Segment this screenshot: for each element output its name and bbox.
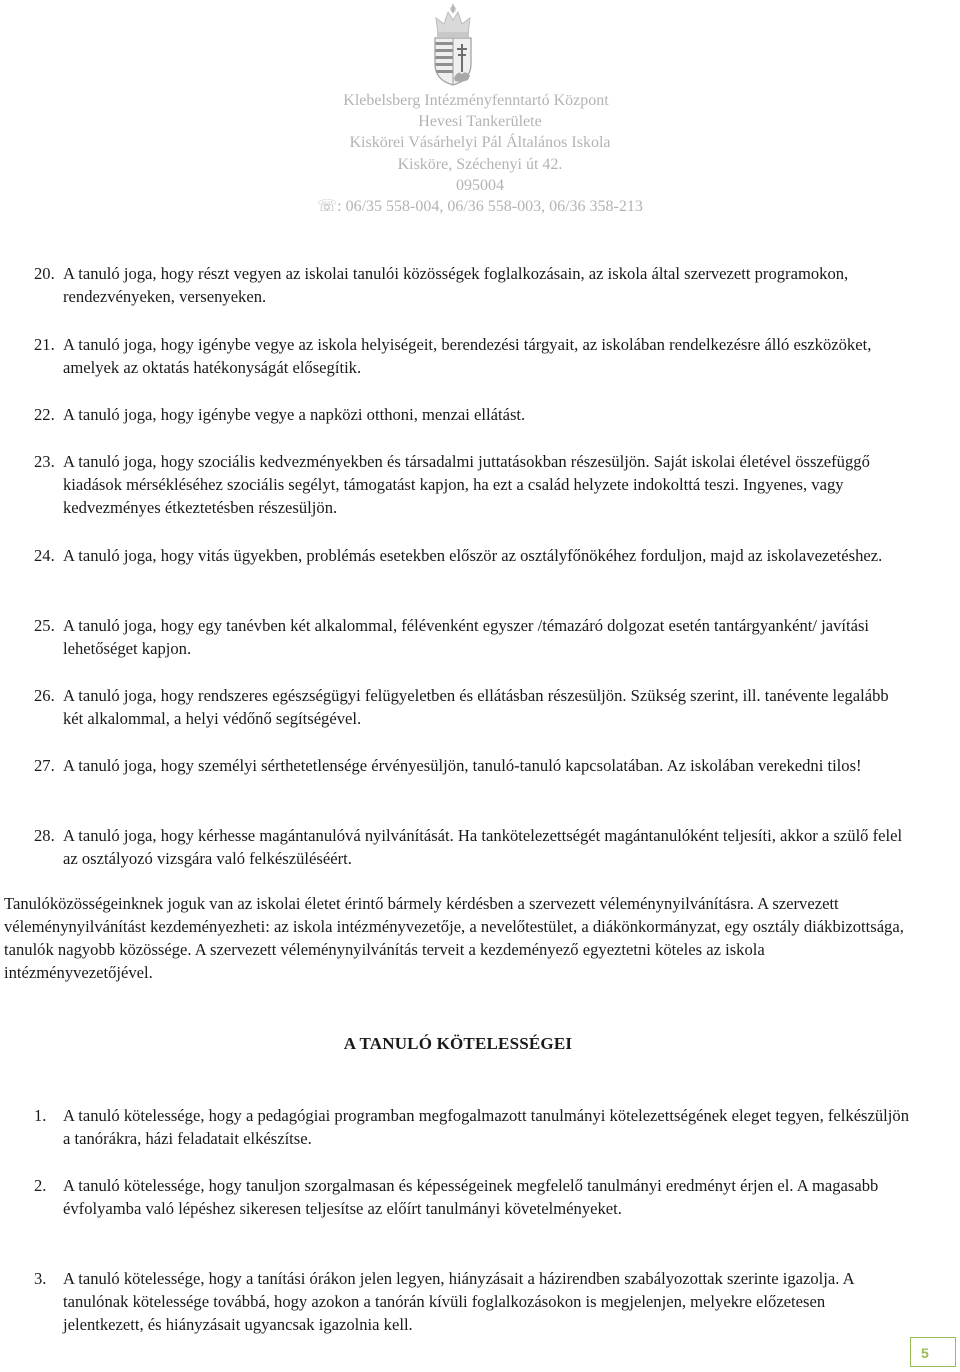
list-item-text: A tanuló joga, hogy részt vegyen az iskolai tanulói közösségek foglalkozásain, az iskola által szervezett programokon, rendezvényeken, versenyeken.	[63, 264, 849, 306]
list-item-number: 27.	[34, 756, 55, 775]
letterhead-district: Hevesi Tankerülete	[418, 113, 542, 131]
list-item-number: 1.	[34, 1106, 47, 1125]
letterhead	[0, 90, 960, 217]
list-item-text: A tanuló kötelessége, hogy a pedagógiai programban megfogalmazott tanulmányi kötelezettségének eleget tegyen, felkészüljön a tanórákra, házi feladatait elkészítse.	[63, 1106, 909, 1148]
list-item-number: 28.	[34, 826, 55, 845]
list-item-number: 23.	[34, 452, 55, 471]
list-item-text: A tanuló joga, hogy szociális kedvezményekben és társadalmi juttatásokban részesüljön. Saját iskolai életével összefüggő kiadások mérsékléséhez szociális segélyt, támogatást kapjon, ha ezt a család helyzete indokolttá teszi. Ingyenes, vagy kedvezményes étkeztetésben részesüljön.	[63, 452, 870, 517]
list-item-number: 25.	[34, 616, 55, 635]
list-item-number: 2.	[34, 1176, 47, 1195]
list-item-text: A tanuló joga, hogy igénybe vegye a napközi otthoni, menzai ellátást.	[63, 405, 526, 424]
list-item-text: A tanuló joga, hogy kérhesse magántanulóvá nyilvánítását. Ha tankötelezettségét magántanulóként teljesíti, akkor a szülő felel az osztályozó vizsgára való felkészüléséért.	[63, 826, 903, 868]
list-item-number: 20.	[34, 264, 55, 283]
page-number: 5	[921, 1345, 929, 1361]
list-item-number: 24.	[34, 546, 55, 565]
list-item-number: 21.	[34, 335, 55, 354]
letterhead-address: Kisköre, Széchenyi út 42.	[397, 155, 563, 173]
list-item-text: A tanuló joga, hogy személyi sérthetetlensége érvényesüljön, tanuló-tanuló kapcsolatában. Az iskolában verekedni tilos!	[63, 756, 862, 775]
letterhead-organization: Klebelsberg Intézményfenntartó Központ	[343, 92, 609, 109]
list-item-text: A tanuló joga, hogy igénybe vegye az iskola helyiségeit, berendezési tárgyait, az iskolában rendelkezésre álló eszközöket, amelyek az oktatás hatékonyságát elősegítik.	[63, 335, 872, 377]
letterhead-school: Kiskörei Vásárhelyi Pál Általános Iskola	[349, 134, 611, 152]
list-item-text: A tanuló joga, hogy vitás ügyekben, problémás esetekben először az osztályfőnökéhez forduljon, majd az iskolavezetéshez.	[63, 546, 883, 565]
list-item-number: 22.	[34, 405, 55, 424]
list-item-text: A tanuló kötelessége, hogy tanuljon szorgalmasan és képességeinek megfelelő tanulmányi eredményt érjen el. A magasabb évfolyamba való lépéshez sikeresen teljesítse az előírt tanulmányi követelményeket.	[63, 1176, 879, 1218]
body-paragraph: Tanulóközösségeinknek joguk van az iskolai életet érintő bármely kérdésben a szervezett véleménynyilvánításra. A szervezett véleménynyilvánítást kezdeményezheti: az iskola intézményvezetője, a nevelőtestület, a diákönkormányzat, egy osztály diákbizottsága, tanulók nagyobb közössége. A szervezett véleménynyilvánítás terveit a kezdeményező egyeztetni köteles az iskola intézményvezetőjével.	[4, 894, 904, 982]
section-heading: A TANULÓ KÖTELESSÉGEI	[343, 1034, 573, 1053]
coat-of-arms-icon	[428, 4, 478, 86]
list-item-number: 26.	[34, 686, 55, 705]
page-number-box	[910, 1337, 956, 1367]
list-item-text: A tanuló joga, hogy rendszeres egészségügyi felügyeletben és ellátásban részesüljön. Szükség szerint, ill. tanévente legalább két alkalommal, a helyi védőnő segítségével.	[63, 686, 889, 728]
letterhead-phone: ☏: 06/35 558-004, 06/36 558-003, 06/36 358-213	[317, 198, 643, 216]
list-item-text: A tanuló kötelessége, hogy a tanítási órákon jelen legyen, hiányzásait a házirendben szabályozottak szerinte igazolja. A tanulónak kötelessége továbbá, hogy azokon a tanórán kívüli foglalkozásokon is megjelenjen, melyekre előzetesen jelentkezett, és hiányzásait ugyancsak igazolnia kell.	[63, 1269, 854, 1334]
letterhead-om-code: 095004	[456, 176, 504, 194]
list-item-text: A tanuló joga, hogy egy tanévben két alkalommal, félévenként egyszer /témazáró dolgozat esetén tantárgyanként/ javítási lehetőséget kapjon.	[63, 616, 870, 658]
list-item-number: 3.	[34, 1269, 47, 1288]
